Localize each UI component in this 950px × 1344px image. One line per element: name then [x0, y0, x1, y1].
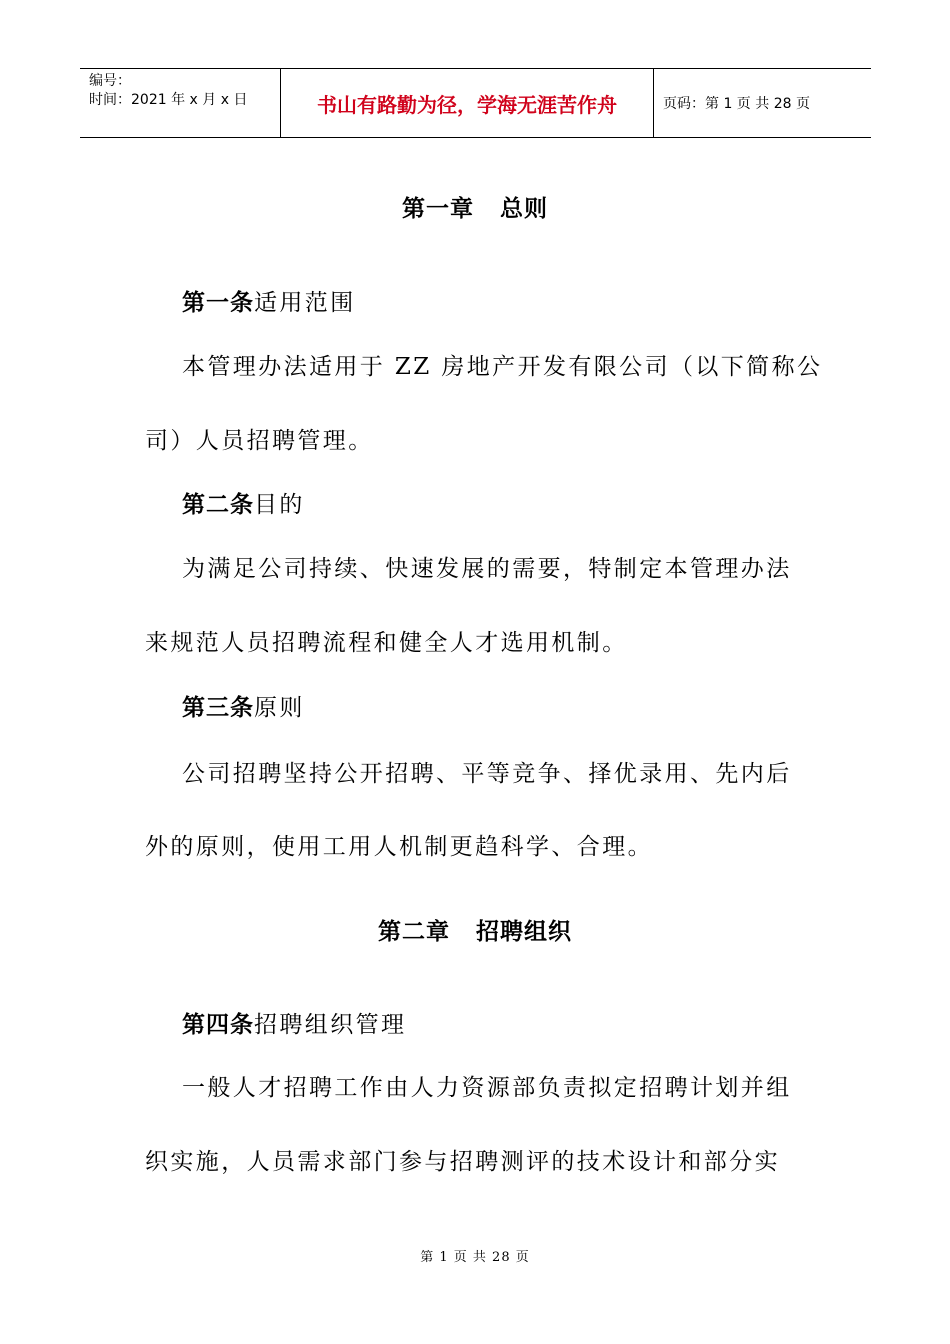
article-heading	[182, 1006, 406, 1039]
chapter-name: 总则	[500, 195, 548, 222]
paragraph-line: 司）人员招聘管理。	[145, 428, 374, 454]
header-meta	[80, 69, 281, 137]
paragraph-line: 为满足公司持续、快速发展的需要，特制定本管理办法	[182, 556, 792, 582]
number-label: 编号：	[89, 73, 131, 89]
article-number: 第四条	[182, 1011, 254, 1038]
page-footer: 第 1 页 共 28 页	[420, 1250, 530, 1265]
chapter-name: 招聘组织	[476, 918, 572, 945]
article-number: 第一条	[182, 289, 254, 316]
paragraph-line: 织实施，人员需求部门参与招聘测评的技术设计和部分实	[145, 1149, 780, 1175]
article-name: 原则	[254, 695, 305, 721]
article-name: 招聘组织管理	[254, 1012, 407, 1038]
chapter-title	[0, 190, 950, 223]
paragraph-line: 来规范人员招聘流程和健全人才选用机制。	[145, 630, 628, 656]
article-number: 第二条	[182, 491, 254, 518]
article-heading	[182, 284, 356, 317]
time-label: 时间：2021 年 x 月 x 日	[89, 92, 248, 108]
article-name: 适用范围	[254, 290, 356, 316]
article-number: 第三条	[182, 694, 254, 721]
paragraph-line: 一般人才招聘工作由人力资源部负责拟定招聘计划并组	[182, 1075, 792, 1101]
article-heading	[182, 486, 305, 519]
chapter-number: 第一章	[402, 195, 474, 222]
document-header	[80, 68, 871, 138]
article-heading	[182, 689, 305, 722]
paragraph-line: 公司招聘坚持公开招聘、平等竞争、择优录用、先内后	[182, 761, 792, 787]
paragraph-line: 外的原则，使用工用人机制更趋科学、合理。	[145, 834, 653, 860]
chapter-number: 第二章	[378, 918, 450, 945]
header-page-label: 页码：第 1 页 共 28 页	[663, 96, 810, 112]
chapter-title	[0, 913, 950, 946]
paragraph-line: 本管理办法适用于 ZZ 房地产开发有限公司（以下简称公	[182, 354, 823, 380]
article-name: 目的	[254, 492, 305, 518]
header-motto: 书山有路勤为径，学海无涯苦作舟	[281, 69, 654, 137]
